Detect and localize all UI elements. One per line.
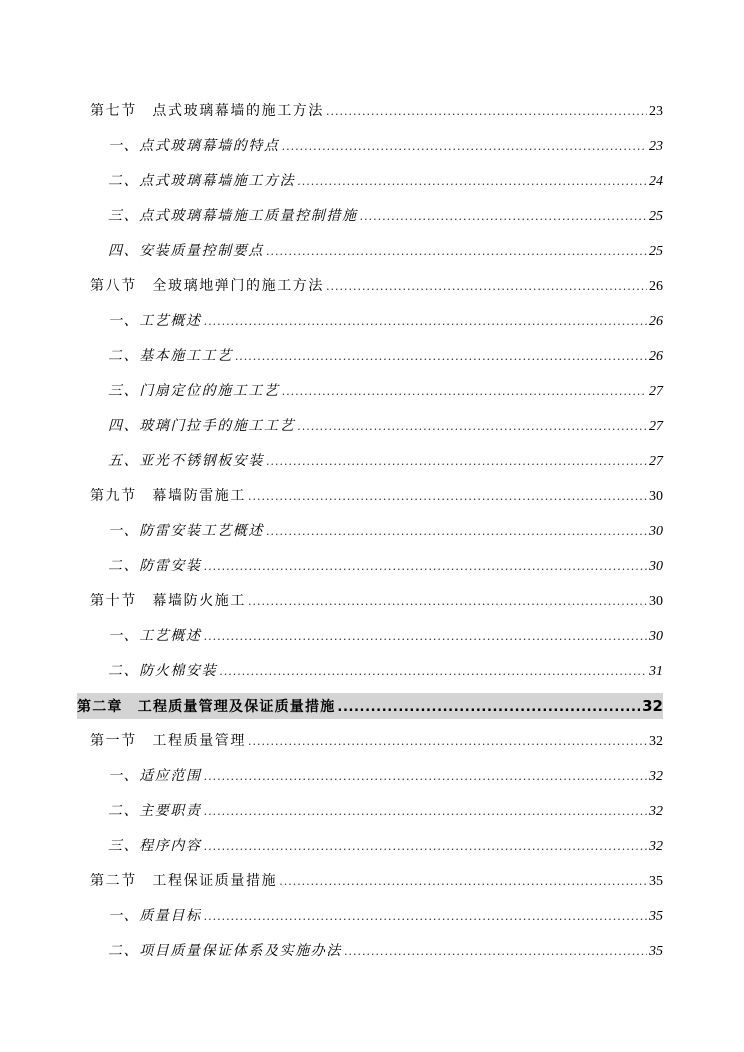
toc-page-number: 24	[649, 174, 663, 189]
toc-page-number: 30	[649, 524, 663, 539]
toc-leader-dots	[235, 345, 647, 369]
toc-leader-dots	[297, 170, 647, 194]
toc-entry-title: 二、防火棉安装	[108, 663, 218, 679]
toc-section-8[interactable]	[90, 274, 663, 298]
toc-page-number: 30	[649, 559, 663, 574]
toc-subsection-8-5[interactable]	[108, 449, 663, 473]
toc-page-number: 26	[649, 279, 663, 294]
toc-page-number: 27	[649, 419, 663, 434]
toc-section-7[interactable]	[90, 99, 663, 123]
toc-entry-title: 第八节 全玻璃地弹门的施工方法	[90, 278, 324, 294]
toc-chapter2-subsection-1-1[interactable]	[108, 764, 663, 788]
toc-leader-dots	[297, 415, 647, 439]
toc-page-number: 32	[649, 839, 663, 854]
toc-subsection-7-4[interactable]	[108, 239, 663, 263]
toc-page-number: 32	[649, 804, 663, 819]
toc-leader-dots	[344, 940, 647, 964]
toc-page-number: 26	[649, 314, 663, 329]
toc-page-number: 27	[649, 384, 663, 399]
toc-leader-dots	[360, 205, 647, 229]
toc-leader-dots	[204, 765, 647, 789]
toc-chapter-2[interactable]	[77, 693, 663, 719]
toc-page-number: 30	[649, 629, 663, 644]
toc-leader-dots	[279, 870, 647, 894]
toc-page-number: 23	[649, 139, 663, 154]
toc-leader-dots	[326, 100, 647, 124]
toc-page-number: 35	[649, 944, 663, 959]
toc-page-number: 35	[649, 874, 663, 889]
toc-page-number: 26	[649, 349, 663, 364]
toc-subsection-9-2[interactable]	[108, 554, 663, 578]
toc-entry-title: 二、点式玻璃幕墙施工方法	[108, 173, 296, 189]
toc-subsection-8-1[interactable]	[108, 309, 663, 333]
toc-leader-dots	[204, 800, 647, 824]
toc-entry-title: 二、项目质量保证体系及实施办法	[108, 943, 342, 959]
toc-leader-dots	[248, 730, 647, 754]
toc-section-9[interactable]	[90, 484, 663, 508]
toc-leader-dots	[266, 450, 647, 474]
toc-entry-title: 三、点式玻璃幕墙施工质量控制措施	[108, 208, 358, 224]
toc-chapter2-section-2[interactable]	[90, 869, 663, 893]
toc-leader-dots	[219, 660, 647, 684]
toc-page-number: 27	[649, 454, 663, 469]
toc-entry-title: 一、工艺概述	[108, 628, 202, 644]
toc-entry-title: 第七节 点式玻璃幕墙的施工方法	[90, 103, 324, 119]
toc-entry-title: 一、工艺概述	[108, 313, 202, 329]
toc-entry-title: 五、亚光不锈钢板安装	[108, 453, 264, 469]
toc-entry-title: 一、点式玻璃幕墙的特点	[108, 138, 280, 154]
toc-entry-title: 一、质量目标	[108, 908, 202, 924]
toc-leader-dots	[266, 520, 647, 544]
toc-entry-title: 第一节 工程质量管理	[90, 733, 246, 749]
toc-entry-title: 三、程序内容	[108, 838, 202, 854]
toc-leader-dots	[204, 835, 647, 859]
toc-page-number: 32	[649, 769, 663, 784]
toc-entry-title: 一、防雷安装工艺概述	[108, 523, 264, 539]
toc-entry-title: 第十节 幕墙防火施工	[90, 593, 246, 609]
toc-entry-title: 第二章 工程质量管理及保证质量措施	[77, 699, 336, 715]
toc-leader-dots	[248, 485, 647, 509]
toc-page-number: 30	[649, 489, 663, 504]
toc-leader-dots	[204, 905, 647, 929]
toc-entry-title: 二、主要职责	[108, 803, 202, 819]
toc-entry-title: 第二节 工程保证质量措施	[90, 873, 278, 889]
toc-subsection-7-3[interactable]	[108, 204, 663, 228]
toc-entry-title: 四、玻璃门拉手的施工工艺	[108, 418, 296, 434]
toc-entry-title: 四、安装质量控制要点	[108, 243, 264, 259]
toc-entry-title: 第九节 幕墙防雷施工	[90, 488, 246, 504]
toc-leader-dots	[282, 380, 647, 404]
toc-page-number: 32	[642, 697, 663, 715]
toc-entry-title: 二、基本施工工艺	[108, 348, 233, 364]
toc-chapter2-subsection-1-2[interactable]	[108, 799, 663, 823]
toc-subsection-10-2[interactable]	[108, 659, 663, 683]
toc-entry-title: 一、适应范围	[108, 768, 202, 784]
toc-leader-dots	[337, 695, 640, 721]
toc-subsection-8-4[interactable]	[108, 414, 663, 438]
toc-leader-dots	[282, 135, 647, 159]
toc-entry-title: 三、门扇定位的施工工艺	[108, 383, 280, 399]
toc-subsection-9-1[interactable]	[108, 519, 663, 543]
toc-leader-dots	[266, 240, 647, 264]
toc-chapter2-subsection-2-2[interactable]	[108, 939, 663, 963]
toc-section-10[interactable]	[90, 589, 663, 613]
toc-leader-dots	[204, 310, 647, 334]
toc-leader-dots	[204, 625, 647, 649]
toc-page-number: 30	[649, 594, 663, 609]
toc-leader-dots	[326, 275, 647, 299]
toc-subsection-7-1[interactable]	[108, 134, 663, 158]
toc-page-number: 35	[649, 909, 663, 924]
toc-subsection-7-2[interactable]	[108, 169, 663, 193]
toc-subsection-8-3[interactable]	[108, 379, 663, 403]
toc-leader-dots	[248, 590, 647, 614]
toc-page-number: 32	[649, 734, 663, 749]
toc-chapter2-subsection-1-3[interactable]	[108, 834, 663, 858]
toc-page-number: 31	[649, 664, 663, 679]
toc-entry-title: 二、防雷安装	[108, 558, 202, 574]
toc-chapter2-subsection-2-1[interactable]	[108, 904, 663, 928]
toc-leader-dots	[204, 555, 647, 579]
toc-subsection-8-2[interactable]	[108, 344, 663, 368]
toc-page-number: 25	[649, 209, 663, 224]
toc-page-number: 23	[649, 104, 663, 119]
toc-chapter2-section-1[interactable]	[90, 729, 663, 753]
toc-page-number: 25	[649, 244, 663, 259]
toc-subsection-10-1[interactable]	[108, 624, 663, 648]
